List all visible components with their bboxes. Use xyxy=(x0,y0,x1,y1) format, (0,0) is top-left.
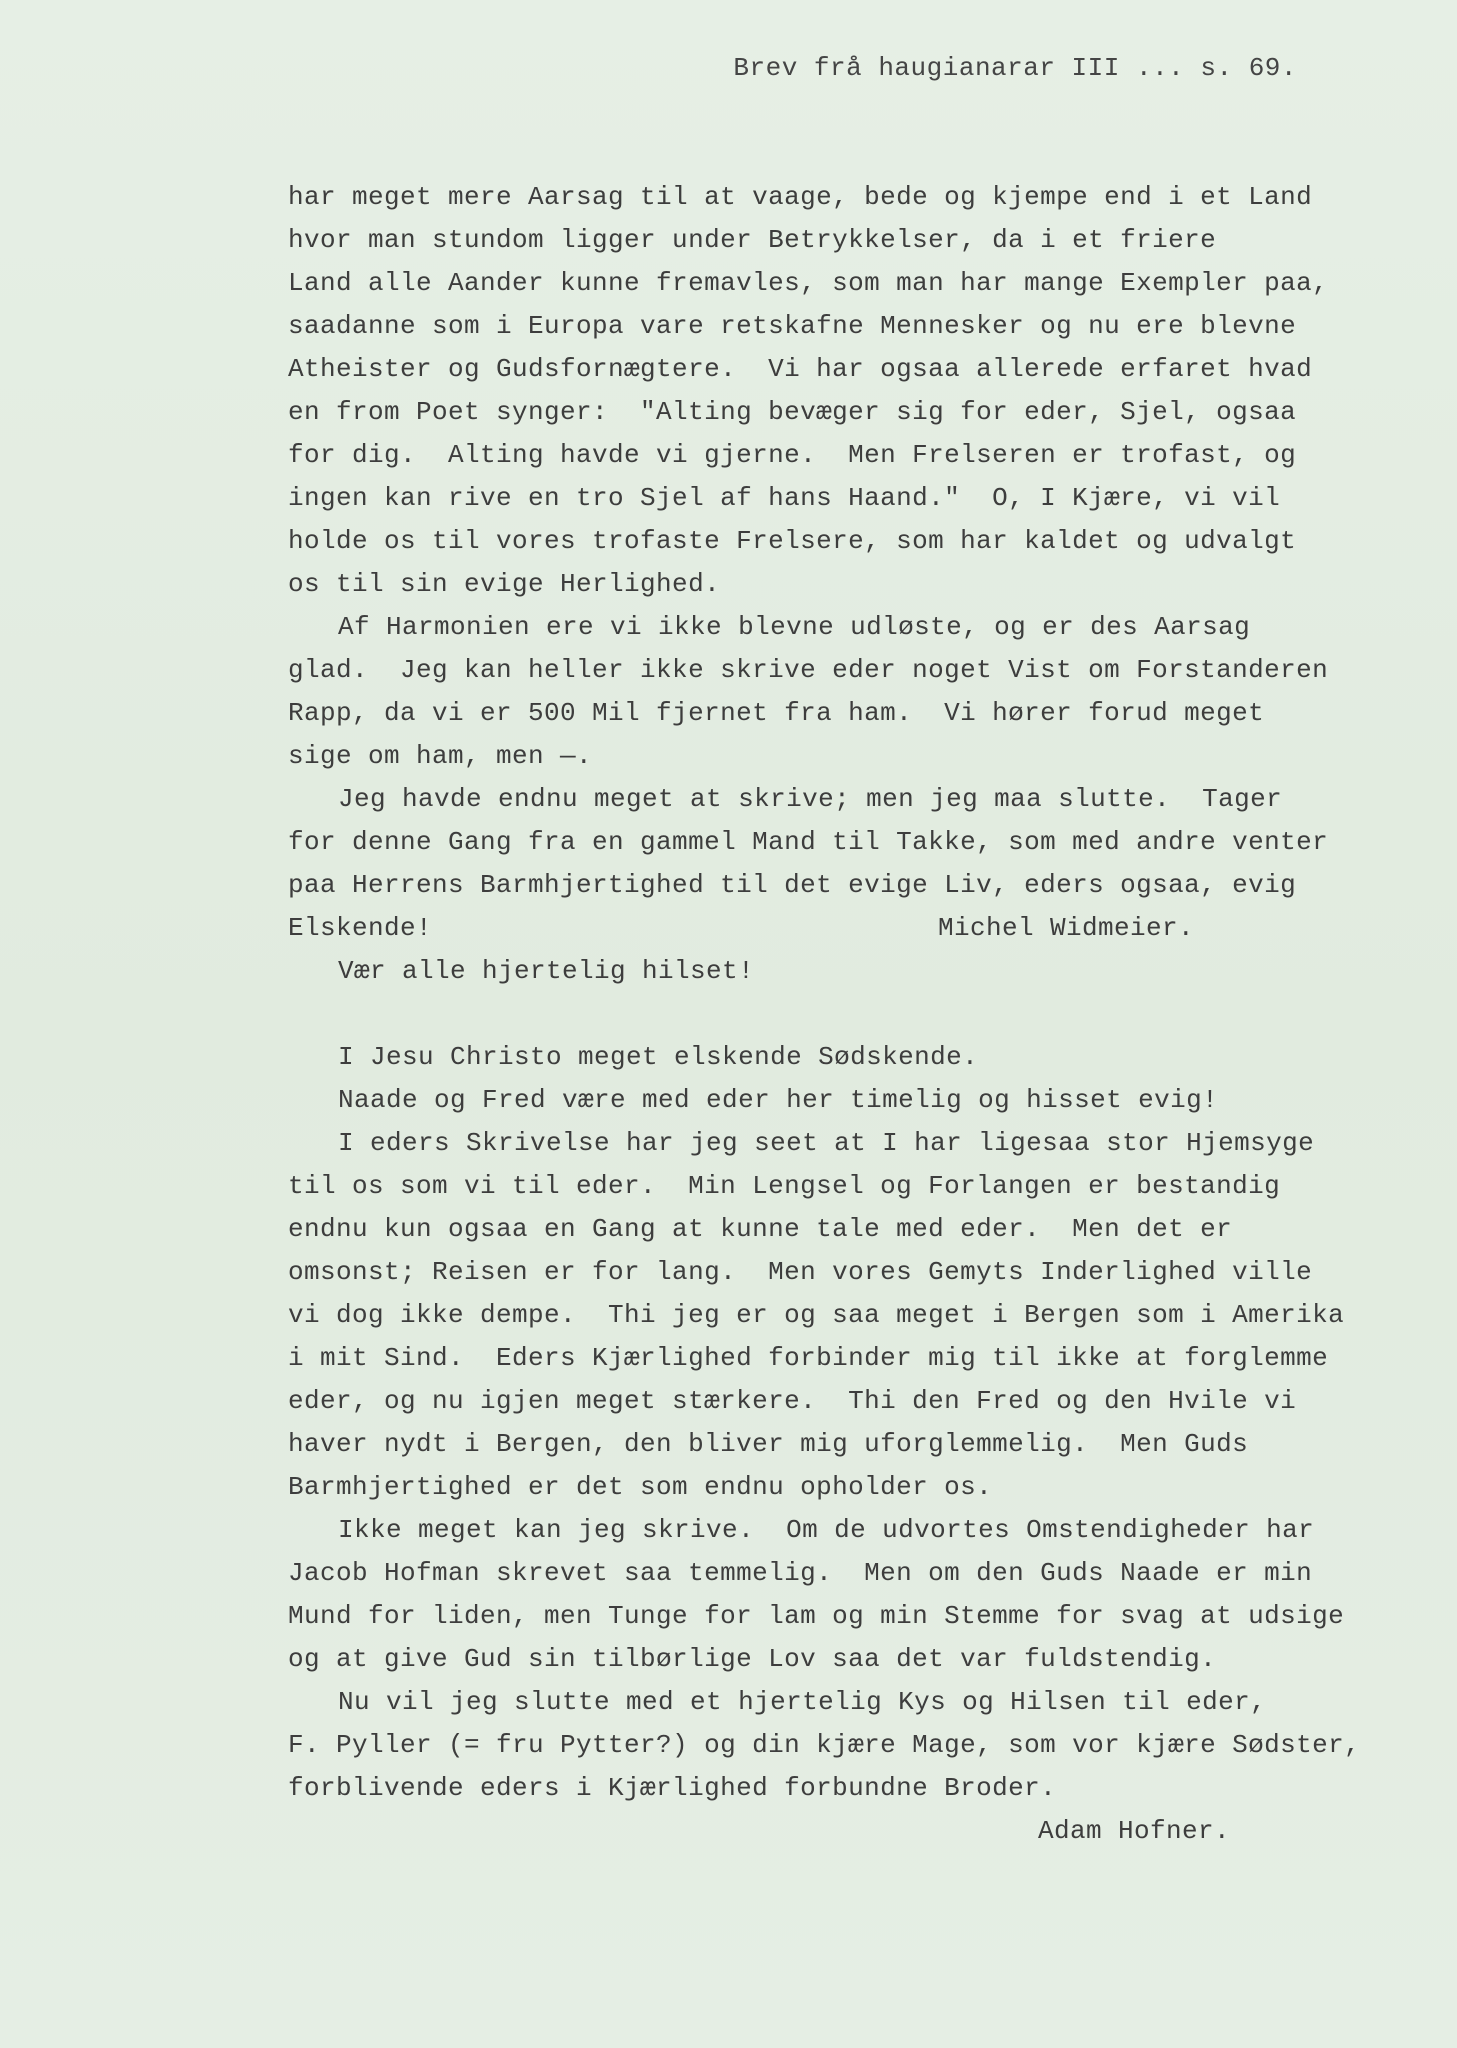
text-line: paa Herrens Barmhjertighed til det evige Liv, eders ogsaa, evig xyxy=(288,870,1297,900)
text-line: hvor man stundom ligger under Betrykkelser, da i et friere xyxy=(288,225,1217,255)
text-line: F. Pyller (= fru Pytter?) og din kjære Mage, som vor kjære Sødster, xyxy=(288,1730,1361,1760)
text-line: saadanne som i Europa vare retskafne Mennesker og nu ere blevne xyxy=(288,311,1297,341)
text-line: Mund for liden, men Tunge for lam og min Stemme for svag at udsige xyxy=(288,1601,1345,1631)
text-line: vi dog ikke dempe. Thi jeg er og saa meget i Bergen som i Amerika xyxy=(288,1300,1345,1330)
signature-hofner: Adam Hofner. xyxy=(1038,1816,1231,1846)
closing-word: Elskende! xyxy=(288,913,433,943)
text-line: Atheister og Gudsfornægtere. Vi har ogsaa allerede erfaret hvad xyxy=(288,354,1313,384)
text-line: forblivende eders i Kjærlighed forbundne Broder. xyxy=(288,1773,1057,1803)
text-line: for dig. Alting havde vi gjerne. Men Frelseren er trofast, og xyxy=(288,440,1297,470)
text-line: Jeg havde endnu meget at skrive; men jeg maa slutte. Tager xyxy=(338,784,1283,814)
text-line: Jacob Hofman skrevet saa temmelig. Men om den Guds Naade er min xyxy=(288,1558,1313,1588)
text-line: Nu vil jeg slutte med et hjertelig Kys og Hilsen til eder, xyxy=(338,1687,1267,1717)
text-line: haver nydt i Bergen, den bliver mig uforglemmelig. Men Guds xyxy=(288,1429,1249,1459)
text-line: os til sin evige Herlighed. xyxy=(288,569,721,599)
text-line: Land alle Aander kunne fremavles, som man har mange Exempler paa, xyxy=(288,268,1329,298)
salutation: I Jesu Christo meget elskende Sødskende. xyxy=(338,1042,979,1072)
closing-line xyxy=(288,907,1418,950)
text-line: I eders Skrivelse har jeg seet at I har ligesaa stor Hjemsyge xyxy=(338,1128,1315,1158)
text-line: omsonst; Reisen er for lang. Men vores Gemyts Inderlighed ville xyxy=(288,1257,1313,1287)
text-line: og at give Gud sin tilbørlige Lov saa det var fuldstendig. xyxy=(288,1644,1217,1674)
text-line: sige om ham, men —. xyxy=(288,741,593,771)
text-line: Ikke meget kan jeg skrive. Om de udvortes Omstendigheder har xyxy=(338,1515,1315,1545)
text-line: i mit Sind. Eders Kjærlighed forbinder mig til ikke at forglemme xyxy=(288,1343,1329,1373)
text-line: endnu kun ogsaa en Gang at kunne tale med eder. Men det er xyxy=(288,1214,1233,1244)
text-line: en from Poet synger: "Alting bevæger sig for eder, Sjel, ogsaa xyxy=(288,397,1297,427)
letter-separator xyxy=(288,993,1418,1036)
text-line: har meget mere Aarsag til at vaage, bede og kjempe end i et Land xyxy=(288,182,1313,212)
greeting: Naade og Fred være med eder her timelig og hisset evig! xyxy=(338,1085,1219,1115)
text-line: Rapp, da vi er 500 Mil fjernet fra ham. Vi hører forud meget xyxy=(288,698,1265,728)
text-line: ingen kan rive en tro Sjel af hans Haand." O, I Kjære, vi vil xyxy=(288,483,1281,513)
page-reference-header: Brev frå haugianarar III ... s. 69. xyxy=(733,53,1297,83)
text-line: eder, og nu igjen meget stærkere. Thi den Fred og den Hvile vi xyxy=(288,1386,1297,1416)
text-line: Barmhjertighed er det som endnu opholder os. xyxy=(288,1472,993,1502)
text-line: glad. Jeg kan heller ikke skrive eder noget Vist om Forstanderen xyxy=(288,655,1329,685)
text-line: til os som vi til eder. Min Lengsel og Forlangen er bestandig xyxy=(288,1171,1281,1201)
letter-body xyxy=(288,176,1418,1853)
text-line: Af Harmonien ere vi ikke blevne udløste, og er des Aarsag xyxy=(338,612,1251,642)
postscript: Vær alle hjertelig hilset! xyxy=(338,956,755,986)
text-line: for denne Gang fra en gammel Mand til Takke, som med andre venter xyxy=(288,827,1329,857)
text-line: holde os til vores trofaste Frelsere, som har kaldet og udvalgt xyxy=(288,526,1297,556)
signature-widmeier: Michel Widmeier. xyxy=(938,913,1195,943)
